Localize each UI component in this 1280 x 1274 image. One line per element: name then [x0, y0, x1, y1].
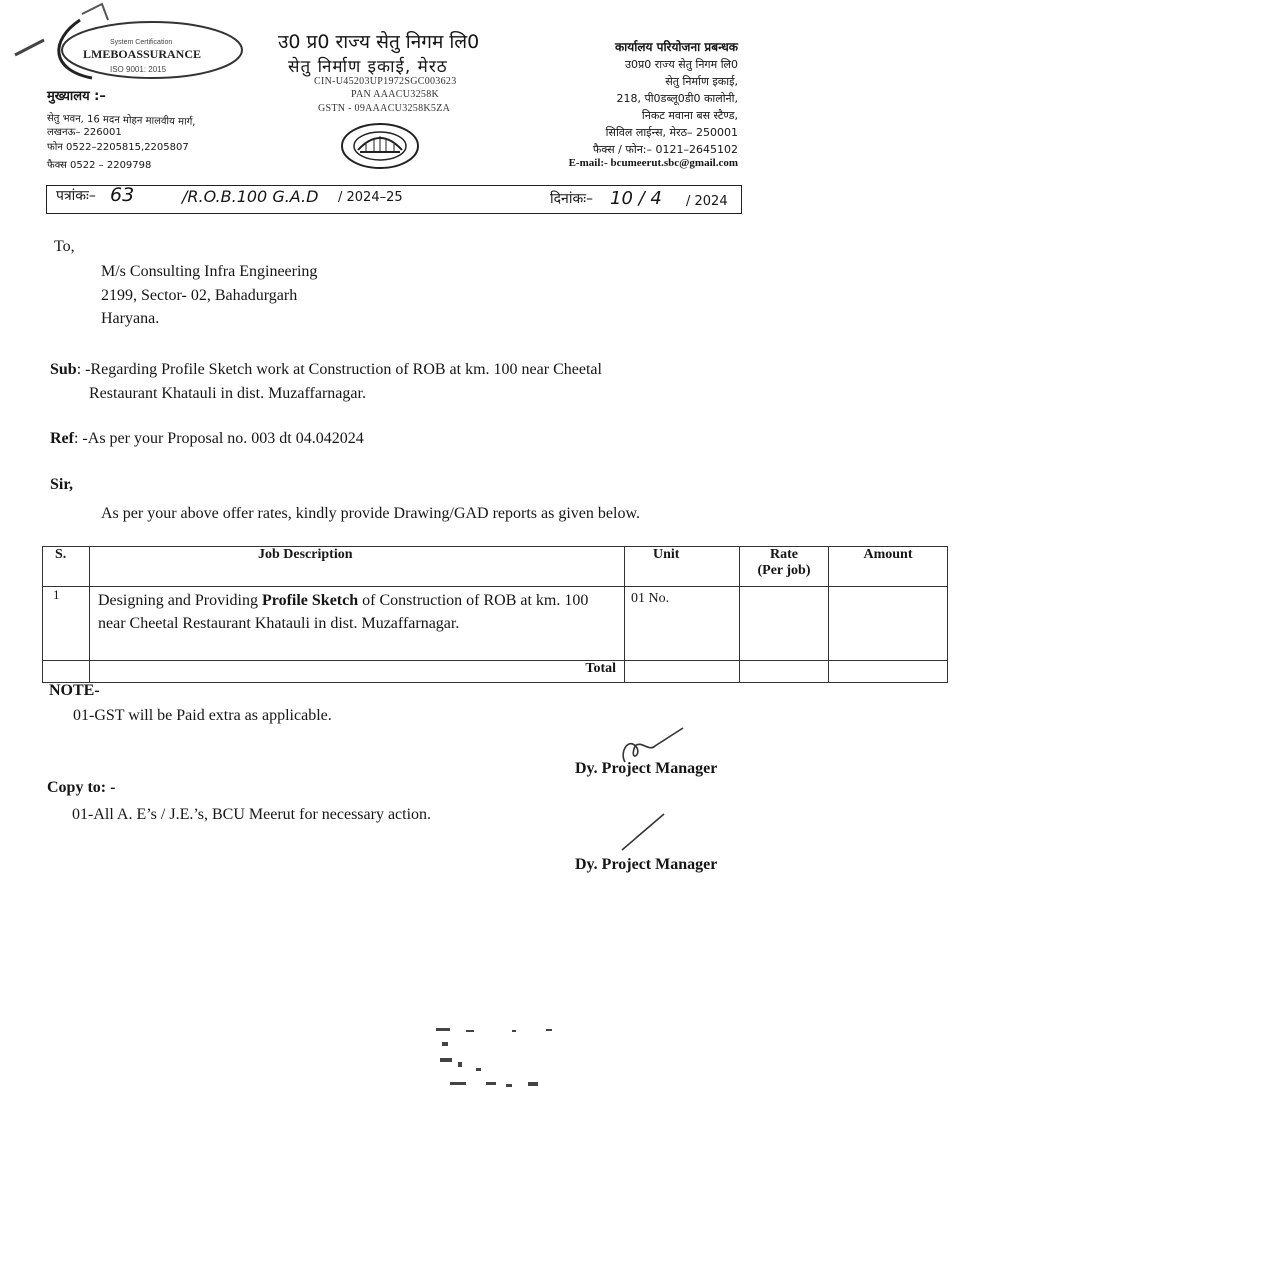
total-label: Total — [90, 661, 625, 683]
reference-year: / 2024–25 — [338, 190, 403, 205]
reference-number: 63 — [110, 184, 135, 206]
row-description — [90, 587, 625, 661]
table-total-row — [43, 661, 948, 683]
note-item: 01-GST will be Paid extra as applicable. — [73, 707, 332, 724]
to-label: To, — [54, 238, 75, 255]
total-unit-cell — [625, 661, 740, 683]
organization-name: उ0 प्र0 राज्य सेतु निगम लि0 — [278, 31, 480, 53]
recipient-name: M/s Consulting Infra Engineering — [101, 263, 318, 280]
organization-gstn: GSTN - 09AAACU3258K5ZA — [318, 103, 451, 114]
job-table — [42, 546, 948, 683]
project-office-line3: 218, पी0डब्लू0डी0 कालोनी, — [616, 92, 738, 105]
organization-cin: CIN-U45203UP1972SGC003623 — [314, 76, 457, 87]
row-amount — [829, 587, 948, 661]
signature-title-2: Dy. Project Manager — [575, 856, 718, 873]
ref-label: Ref — [50, 430, 74, 447]
total-s-cell — [43, 661, 90, 683]
project-office-email: E-mail:- bcumeerut.sbc@gmail.com — [568, 157, 738, 169]
header-unit: Unit — [625, 547, 740, 587]
scan-smudge-marks — [432, 1024, 562, 1096]
logo-bottom-text: ISO 9001: 2015 — [110, 65, 167, 74]
date-year: / 2024 — [686, 194, 728, 209]
recipient-state: Haryana. — [101, 310, 160, 327]
ref-line — [50, 430, 364, 448]
corporation-seal-logo — [340, 122, 420, 170]
organization-unit: सेतु निर्माण इकाई, मेरठ — [288, 57, 448, 77]
head-office-fax: फैक्स 0522 – 2209798 — [47, 160, 152, 171]
header-job-description: Job Description — [90, 547, 625, 587]
project-office-line1: उ0प्र0 राज्य सेतु निगम लि0 — [624, 58, 738, 71]
organization-pan: PAN AAACU3258K — [351, 89, 440, 100]
row-desc-pre: Designing and Providing — [98, 592, 262, 609]
head-office-phone: फोन 0522–2205815,2205807 — [47, 142, 189, 153]
table-row — [43, 587, 948, 661]
copy-to-title: Copy to: - — [47, 779, 116, 796]
subject-text: : -Regarding Profile Sketch work at Construction of ROB at km. 100 near Cheetal — [76, 361, 602, 378]
header-amount: Amount — [829, 547, 948, 587]
signature-title: Dy. Project Manager — [575, 760, 718, 777]
reference-label: पत्रांकः– — [56, 188, 96, 204]
logo-text: LMEBOASSURANCE — [83, 47, 202, 61]
project-office-line2: सेतु निर्माण इकाई, — [665, 75, 738, 88]
row-rate — [740, 587, 829, 661]
certification-logo — [10, 0, 250, 95]
date-value: 10 / 4 — [610, 188, 662, 209]
salutation: Sir, — [50, 476, 73, 493]
signature-scribble-2 — [618, 810, 668, 854]
row-desc-post: of Construction of ROB at km. 100 near Cheetal Restaurant Khatauli in dist. Muzaffarnagar. — [98, 592, 589, 632]
subject-label: Sub — [50, 361, 77, 378]
total-rate-cell — [740, 661, 829, 683]
head-office-address-line2: लखनऊ– 226001 — [47, 127, 122, 138]
date-label: दिनांकः– — [550, 191, 594, 207]
head-office-label: मुख्यालय :– — [47, 89, 106, 104]
subject-line — [50, 361, 602, 379]
header-rate-label: Rate — [770, 547, 798, 562]
project-office-title: कार्यालय परियोजना प्रबन्धक — [614, 40, 738, 54]
note-title: NOTE- — [49, 682, 100, 699]
project-office-phone: फैक्स / फोन:– 0121–2645102 — [592, 143, 738, 156]
header-rate-sub: (Per job) — [757, 563, 811, 578]
reference-code: /R.O.B.100 G.A.D — [182, 187, 319, 206]
logo-top-text: System Certification — [110, 39, 173, 46]
project-office-line4: निकट मवाना बस स्टैण्ड, — [641, 109, 738, 122]
body-paragraph: As per your above offer rates, kindly provide Drawing/GAD reports as given below. — [101, 505, 640, 522]
head-office-address-line1: सेतु भवन, 16 मदन मोहन मालवीय मार्ग, — [46, 113, 196, 128]
header-s: S. — [43, 547, 90, 587]
row-unit: 01 No. — [625, 587, 740, 661]
row-s: 1 — [43, 587, 90, 661]
subject-text-line2: Restaurant Khatauli in dist. Muzaffarnagar. — [89, 385, 366, 402]
copy-to-item: 01-All A. E’s / J.E.’s, BCU Meerut for necessary action. — [72, 806, 432, 823]
header-rate — [740, 547, 829, 587]
ref-text: : -As per your Proposal no. 003 dt 04.042024 — [73, 430, 364, 447]
project-office-line5: सिविल लाईन्स, मेरठ– 250001 — [605, 126, 738, 139]
recipient-address: 2199, Sector- 02, Bahadurgarh — [101, 287, 298, 304]
table-header-row — [43, 547, 948, 587]
total-amount-cell — [829, 661, 948, 683]
row-desc-bold: Profile Sketch — [262, 592, 359, 609]
